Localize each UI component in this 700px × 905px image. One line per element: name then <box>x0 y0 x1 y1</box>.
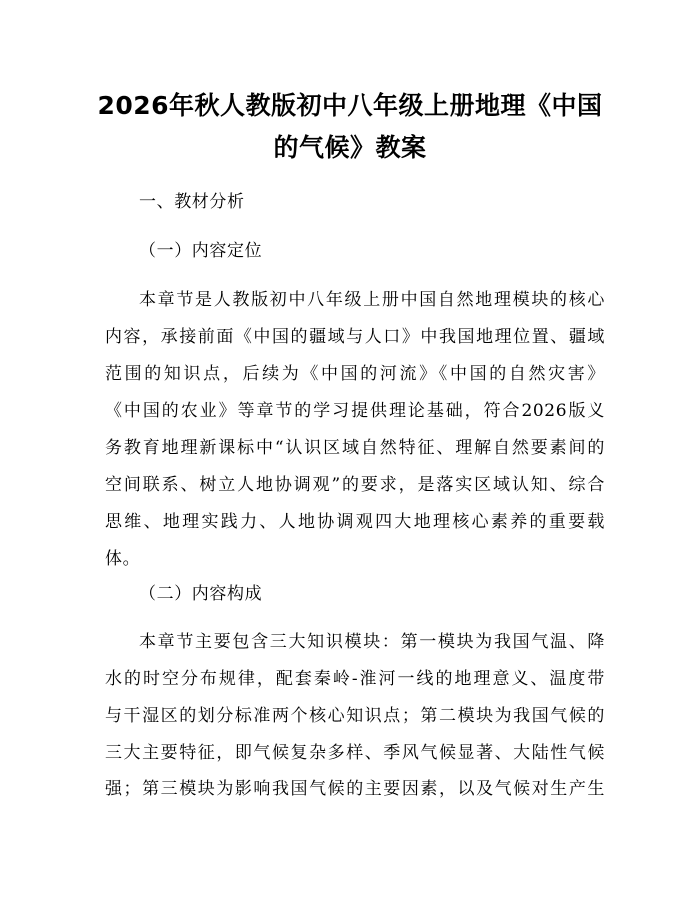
paragraph-2-line: 与干湿区的划分标准两个核心知识点；第二模块为我国气候的 <box>105 706 605 726</box>
subsection-heading-content-composition: （二）内容构成 <box>139 584 263 604</box>
paragraph-2-line: 水的时空分布规律，配套秦岭-淮河一线的地理意义、温度带 <box>105 669 605 689</box>
paragraph-1-line: 本章节是人教版初中八年级上册中国自然地理模块的核心 <box>139 290 605 310</box>
paragraph-1-line: 思维、地理实践力、人地协调观四大地理核心素养的重要载 <box>105 512 605 532</box>
paragraph-1-line: 务教育地理新课标中“认识区域自然特征、理解自然要素间的 <box>105 438 605 458</box>
paragraph-1-line: 体。 <box>105 549 141 569</box>
paragraph-1-line: 范围的知识点，后续为《中国的河流》《中国的自然灾害》 <box>105 364 605 384</box>
subsection-heading-content-positioning: （一）内容定位 <box>139 241 263 261</box>
document-title-line-1: 2026年秋人教版初中八年级上册地理《中国 <box>97 91 603 120</box>
paragraph-2-line: 三大主要特征，即气候复杂多样、季风气候显著、大陆性气候 <box>105 743 605 763</box>
document-title-line-2: 的气候》教案 <box>273 133 427 162</box>
section-heading-textbook-analysis: 一、教材分析 <box>139 192 245 212</box>
paragraph-2-line: 强；第三模块为影响我国气候的主要因素，以及气候对生产生 <box>105 779 605 799</box>
paragraph-1-line: 内容，承接前面《中国的疆域与人口》中我国地理位置、疆域 <box>105 327 605 347</box>
paragraph-1-line: 《中国的农业》等章节的学习提供理论基础，符合2026版义 <box>105 401 605 421</box>
paragraph-2-line: 本章节主要包含三大知识模块：第一模块为我国气温、降 <box>139 632 605 652</box>
paragraph-1-line: 空间联系、树立人地协调观”的要求，是落实区域认知、综合 <box>105 475 605 495</box>
